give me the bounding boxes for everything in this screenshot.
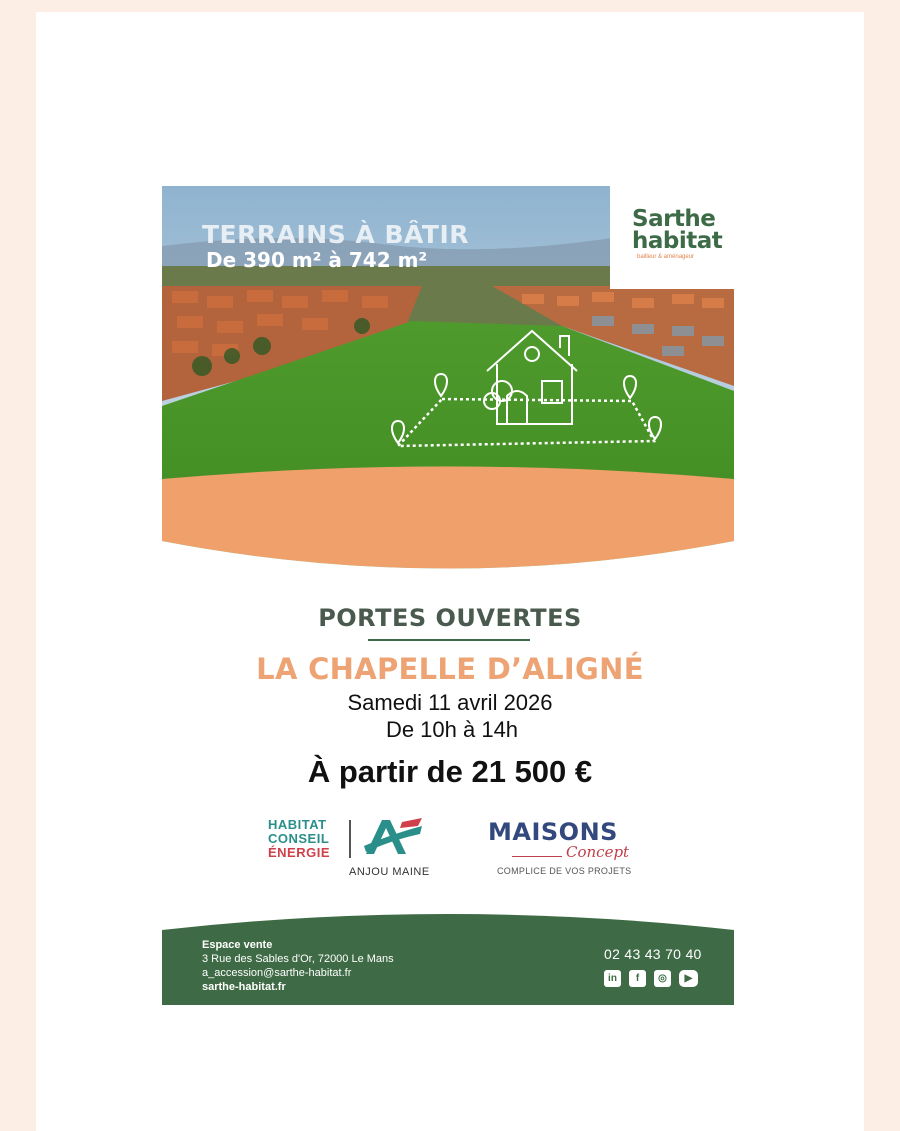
- sarthe-habitat-logo: [610, 186, 734, 289]
- event-location: LA CHAPELLE D’ALIGNÉ: [256, 652, 644, 686]
- website-link[interactable]: sarthe-habitat.fr: [202, 981, 286, 993]
- phone-number[interactable]: 02 43 43 70 40: [604, 946, 702, 962]
- hero-title: TERRAINS À BÂTIR: [202, 220, 470, 249]
- youtube-icon[interactable]: ▶: [679, 970, 698, 987]
- event-heading: PORTES OUVERTES: [318, 604, 582, 632]
- sales-address: 3 Rue des Sables d'Or, 72000 Le Mans: [202, 953, 394, 965]
- credit-agricole-logo-icon: [362, 816, 426, 860]
- instagram-icon[interactable]: ◎: [654, 970, 671, 987]
- sales-email-link[interactable]: a_accession@sarthe-habitat.fr: [202, 967, 352, 979]
- logo-divider: [349, 820, 351, 858]
- event-date: Samedi 11 avril 2026: [347, 690, 553, 715]
- event-hours: De 10h à 14h: [385, 717, 519, 742]
- price-headline: À partir de 21 500 €: [307, 754, 593, 789]
- facebook-icon[interactable]: f: [629, 970, 646, 987]
- ca-region-label: ANJOU MAINE: [349, 866, 430, 878]
- footer-band: [162, 906, 734, 1005]
- hce-line-2: CONSEIL: [268, 831, 330, 846]
- heading-underline: [368, 639, 530, 641]
- social-links: [604, 970, 698, 987]
- hero-subtitle: De 390 m² à 742 m²: [206, 248, 428, 272]
- logo-tagline: bailleur & aménageur: [637, 254, 695, 260]
- maisons-tagline: COMPLICE DE VOS PROJETS: [497, 866, 632, 876]
- sales-office-title: Espace vente: [202, 939, 273, 951]
- logo-line-1: Sarthe: [632, 206, 716, 232]
- maisons-concept-logo: MAISONS: [488, 818, 618, 846]
- concept-rule: [512, 856, 562, 857]
- logo-line-2: habitat: [632, 228, 723, 254]
- hero-image: [162, 186, 734, 574]
- linkedin-icon[interactable]: in: [604, 970, 621, 987]
- hce-line-3: ÉNERGIE: [268, 845, 331, 860]
- concept-word: Concept: [566, 843, 630, 861]
- habitat-conseil-energie-logo: [268, 818, 330, 860]
- hce-line-1: HABITAT: [268, 817, 327, 832]
